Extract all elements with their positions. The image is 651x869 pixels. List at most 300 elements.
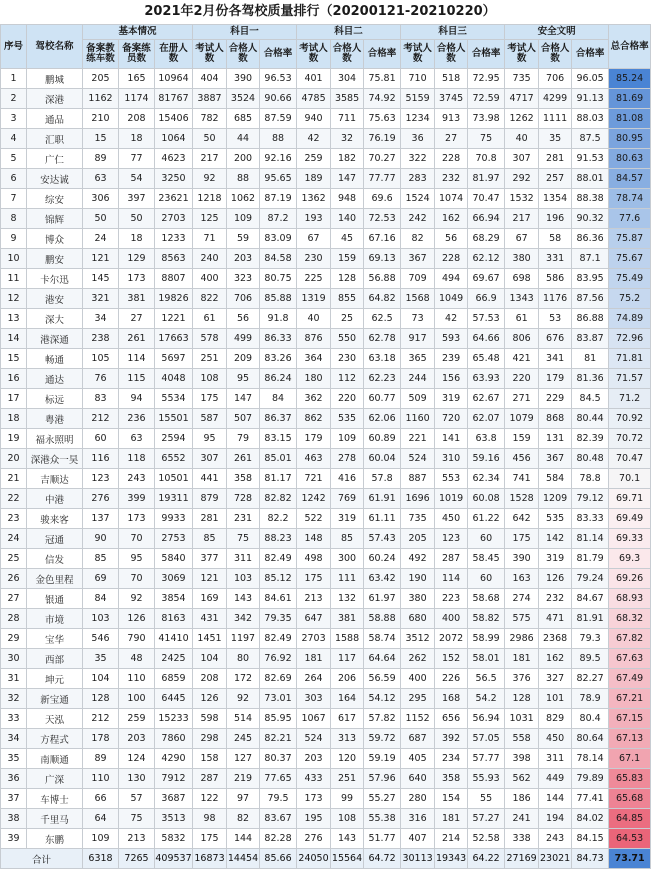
cell-s1-rate: 81.17 — [260, 469, 297, 489]
cell-s3-exam: 242 — [401, 209, 435, 229]
cell-rank: 27 — [1, 589, 27, 609]
cell-enrolled: 5697 — [155, 349, 193, 369]
cell-safety-exam: 67 — [505, 229, 539, 249]
table-row — [1, 429, 651, 449]
cell-total-rate: 81.08 — [609, 109, 651, 129]
cell-coaches: 208 — [119, 109, 155, 129]
table-row — [1, 89, 651, 109]
cell-coaches: 92 — [119, 589, 155, 609]
cell-coaches: 213 — [119, 829, 155, 849]
cell-s2-exam: 1067 — [297, 709, 331, 729]
cell-s1-exam: 175 — [193, 829, 227, 849]
cell-s1-pass: 143 — [227, 589, 260, 609]
table-row — [1, 489, 651, 509]
footer-safety-pass: 23021 — [539, 849, 572, 869]
cell-s2-exam: 173 — [297, 789, 331, 809]
cell-rank: 9 — [1, 229, 27, 249]
cell-coach-cars: 137 — [83, 509, 119, 529]
cell-s1-rate: 91.8 — [260, 309, 297, 329]
cell-safety-exam: 1532 — [505, 189, 539, 209]
cell-s1-exam: 169 — [193, 589, 227, 609]
cell-s2-exam: 940 — [297, 109, 331, 129]
cell-enrolled: 1064 — [155, 129, 193, 149]
cell-s3-pass: 392 — [435, 729, 468, 749]
cell-s2-pass: 1588 — [331, 629, 364, 649]
cell-s2-exam: 721 — [297, 469, 331, 489]
cell-school-name: 冠通 — [27, 529, 83, 549]
cell-s2-rate: 76.19 — [364, 129, 401, 149]
cell-s2-exam: 647 — [297, 609, 331, 629]
cell-s1-rate: 85.01 — [260, 449, 297, 469]
cell-s2-rate: 54.12 — [364, 689, 401, 709]
cell-coach-cars: 83 — [83, 389, 119, 409]
cell-s2-exam: 524 — [297, 729, 331, 749]
cell-s2-rate: 69.13 — [364, 249, 401, 269]
cell-safety-pass: 2368 — [539, 629, 572, 649]
cell-safety-exam: 292 — [505, 169, 539, 189]
cell-s2-pass: 711 — [331, 109, 364, 129]
cell-s3-rate: 62.12 — [468, 249, 505, 269]
cell-total-rate: 69.3 — [609, 549, 651, 569]
footer-total-rate: 73.71 — [609, 849, 651, 869]
cell-s3-rate: 56.5 — [468, 669, 505, 689]
cell-s2-rate: 63.42 — [364, 569, 401, 589]
cell-s1-rate: 80.75 — [260, 269, 297, 289]
cell-s1-rate: 87.2 — [260, 209, 297, 229]
cell-s3-exam: 221 — [401, 429, 435, 449]
cell-coaches: 94 — [119, 389, 155, 409]
cell-enrolled: 15233 — [155, 709, 193, 729]
header-pass-count: 合格人数 — [539, 40, 572, 69]
cell-safety-exam: 271 — [505, 389, 539, 409]
table-row — [1, 749, 651, 769]
cell-s3-exam: 1160 — [401, 409, 435, 429]
cell-s2-rate: 77.77 — [364, 169, 401, 189]
cell-safety-exam: 642 — [505, 509, 539, 529]
cell-school-name: 信发 — [27, 549, 83, 569]
table-row — [1, 249, 651, 269]
cell-total-rate: 65.83 — [609, 769, 651, 789]
cell-school-name: 西部 — [27, 649, 83, 669]
header-coach-cars: 备案教练车数 — [83, 40, 119, 69]
cell-s3-rate: 62.34 — [468, 469, 505, 489]
cell-s1-rate: 82.69 — [260, 669, 297, 689]
cell-s2-exam: 179 — [297, 429, 331, 449]
cell-enrolled: 4623 — [155, 149, 193, 169]
table-row — [1, 209, 651, 229]
cell-s3-exam: 509 — [401, 389, 435, 409]
cell-s3-pass: 114 — [435, 569, 468, 589]
cell-coaches: 397 — [119, 189, 155, 209]
cell-coach-cars: 205 — [83, 69, 119, 89]
cell-coach-cars: 238 — [83, 329, 119, 349]
cell-rank: 23 — [1, 509, 27, 529]
cell-school-name: 畅通 — [27, 349, 83, 369]
cell-s2-pass: 535 — [331, 409, 364, 429]
cell-s1-pass: 209 — [227, 349, 260, 369]
cell-coach-cars: 178 — [83, 729, 119, 749]
cell-s2-exam: 264 — [297, 669, 331, 689]
cell-safety-rate: 82.27 — [572, 669, 609, 689]
cell-coaches: 18 — [119, 229, 155, 249]
table-row — [1, 389, 651, 409]
cell-coach-cars: 84 — [83, 589, 119, 609]
cell-coach-cars: 116 — [83, 449, 119, 469]
cell-safety-rate: 96.05 — [572, 69, 609, 89]
cell-s2-exam: 4785 — [297, 89, 331, 109]
cell-coach-cars: 60 — [83, 429, 119, 449]
cell-s3-exam: 316 — [401, 809, 435, 829]
cell-s2-pass: 128 — [331, 269, 364, 289]
table-row — [1, 529, 651, 549]
cell-school-name: 广仁 — [27, 149, 83, 169]
cell-safety-pass: 341 — [539, 349, 572, 369]
cell-enrolled: 6552 — [155, 449, 193, 469]
header-group-subject2: 科目二 — [297, 25, 401, 40]
cell-coach-cars: 210 — [83, 109, 119, 129]
footer-label: 合计 — [1, 849, 83, 869]
cell-s1-exam: 578 — [193, 329, 227, 349]
cell-s1-rate: 79.35 — [260, 609, 297, 629]
table-row — [1, 589, 651, 609]
cell-coach-cars: 85 — [83, 549, 119, 569]
cell-coach-cars: 121 — [83, 249, 119, 269]
cell-safety-pass: 868 — [539, 409, 572, 429]
cell-safety-pass: 243 — [539, 829, 572, 849]
cell-safety-pass: 58 — [539, 229, 572, 249]
cell-safety-pass: 232 — [539, 589, 572, 609]
cell-coach-cars: 276 — [83, 489, 119, 509]
cell-rank: 2 — [1, 89, 27, 109]
cell-school-name: 港深通 — [27, 329, 83, 349]
cell-total-rate: 75.67 — [609, 249, 651, 269]
cell-school-name: 鹏城 — [27, 69, 83, 89]
cell-total-rate: 75.49 — [609, 269, 651, 289]
cell-rank: 19 — [1, 429, 27, 449]
cell-s1-pass: 95 — [227, 369, 260, 389]
cell-coaches: 114 — [119, 349, 155, 369]
table-row — [1, 149, 651, 169]
cell-rank: 5 — [1, 149, 27, 169]
cell-school-name: 坤元 — [27, 669, 83, 689]
cell-s1-rate: 95.65 — [260, 169, 297, 189]
cell-total-rate: 80.95 — [609, 129, 651, 149]
cell-s2-rate: 57.8 — [364, 469, 401, 489]
cell-s1-pass: 390 — [227, 69, 260, 89]
cell-s2-rate: 69.6 — [364, 189, 401, 209]
footer-s1-exam: 16873 — [193, 849, 227, 869]
cell-s1-exam: 208 — [193, 669, 227, 689]
cell-coaches: 54 — [119, 169, 155, 189]
totals-row — [1, 849, 651, 869]
cell-s1-pass: 80 — [227, 649, 260, 669]
cell-s3-exam: 640 — [401, 769, 435, 789]
cell-rank: 17 — [1, 389, 27, 409]
cell-safety-rate: 80.48 — [572, 449, 609, 469]
cell-enrolled: 2753 — [155, 529, 193, 549]
cell-s3-pass: 593 — [435, 329, 468, 349]
cell-s3-pass: 42 — [435, 309, 468, 329]
cell-s2-pass: 120 — [331, 749, 364, 769]
cell-coach-cars: 76 — [83, 369, 119, 389]
cell-s3-pass: 1074 — [435, 189, 468, 209]
cell-rank: 35 — [1, 749, 27, 769]
cell-s2-pass: 416 — [331, 469, 364, 489]
cell-s2-pass: 3585 — [331, 89, 364, 109]
cell-safety-rate: 84.15 — [572, 829, 609, 849]
cell-s2-pass: 99 — [331, 789, 364, 809]
header-group-subject1: 科目一 — [193, 25, 297, 40]
cell-safety-exam: 398 — [505, 749, 539, 769]
cell-s1-pass: 147 — [227, 389, 260, 409]
cell-safety-pass: 101 — [539, 689, 572, 709]
cell-s1-rate: 96.53 — [260, 69, 297, 89]
cell-safety-rate: 82.39 — [572, 429, 609, 449]
table-row — [1, 109, 651, 129]
cell-rank: 24 — [1, 529, 27, 549]
cell-coach-cars: 15 — [83, 129, 119, 149]
cell-s3-rate: 52.58 — [468, 829, 505, 849]
cell-safety-pass: 676 — [539, 329, 572, 349]
cell-safety-pass: 535 — [539, 509, 572, 529]
cell-s1-exam: 281 — [193, 509, 227, 529]
cell-s1-exam: 404 — [193, 69, 227, 89]
cell-total-rate: 70.1 — [609, 469, 651, 489]
cell-coach-cars: 212 — [83, 709, 119, 729]
cell-school-name: 卡尔迅 — [27, 269, 83, 289]
cell-safety-rate: 91.53 — [572, 149, 609, 169]
cell-rank: 25 — [1, 549, 27, 569]
cell-safety-pass: 53 — [539, 309, 572, 329]
cell-safety-rate: 89.5 — [572, 649, 609, 669]
cell-s2-pass: 278 — [331, 449, 364, 469]
cell-safety-pass: 706 — [539, 69, 572, 89]
cell-s2-pass: 108 — [331, 809, 364, 829]
cell-safety-pass: 450 — [539, 729, 572, 749]
cell-s1-exam: 298 — [193, 729, 227, 749]
cell-coaches: 165 — [119, 69, 155, 89]
table-row — [1, 69, 651, 89]
cell-safety-exam: 1079 — [505, 409, 539, 429]
cell-coaches: 57 — [119, 789, 155, 809]
cell-coach-cars: 109 — [83, 829, 119, 849]
cell-s1-pass: 342 — [227, 609, 260, 629]
cell-s3-rate: 62.67 — [468, 389, 505, 409]
cell-s3-exam: 36 — [401, 129, 435, 149]
cell-s2-rate: 60.24 — [364, 549, 401, 569]
cell-s2-pass: 143 — [331, 829, 364, 849]
cell-s2-rate: 57.82 — [364, 709, 401, 729]
cell-rank: 33 — [1, 709, 27, 729]
cell-s2-exam: 1362 — [297, 189, 331, 209]
cell-s2-rate: 61.97 — [364, 589, 401, 609]
header-pass-rate: 合格率 — [364, 40, 401, 69]
cell-s3-exam: 405 — [401, 749, 435, 769]
cell-s3-rate: 60 — [468, 569, 505, 589]
cell-s3-rate: 72.59 — [468, 89, 505, 109]
cell-rank: 3 — [1, 109, 27, 129]
footer-s3-pass: 19343 — [435, 849, 468, 869]
cell-s1-rate: 85.88 — [260, 289, 297, 309]
cell-s3-pass: 228 — [435, 249, 468, 269]
cell-s3-rate: 73.98 — [468, 109, 505, 129]
cell-coaches: 70 — [119, 569, 155, 589]
cell-s1-exam: 400 — [193, 269, 227, 289]
cell-rank: 15 — [1, 349, 27, 369]
cell-rank: 39 — [1, 829, 27, 849]
cell-s1-exam: 431 — [193, 609, 227, 629]
cell-school-name: 骏来客 — [27, 509, 83, 529]
cell-s2-pass: 300 — [331, 549, 364, 569]
cell-s3-rate: 81.97 — [468, 169, 505, 189]
cell-s1-pass: 499 — [227, 329, 260, 349]
cell-safety-rate: 87.56 — [572, 289, 609, 309]
cell-s2-pass: 25 — [331, 309, 364, 329]
cell-s1-exam: 71 — [193, 229, 227, 249]
cell-s3-exam: 295 — [401, 689, 435, 709]
cell-s2-exam: 1242 — [297, 489, 331, 509]
cell-s1-exam: 377 — [193, 549, 227, 569]
cell-s3-pass: 913 — [435, 109, 468, 129]
cell-coaches: 261 — [119, 329, 155, 349]
cell-s2-rate: 55.27 — [364, 789, 401, 809]
table-row — [1, 349, 651, 369]
table-row — [1, 449, 651, 469]
cell-s2-pass: 109 — [331, 429, 364, 449]
table-row — [1, 169, 651, 189]
cell-enrolled: 2703 — [155, 209, 193, 229]
cell-safety-rate: 87.1 — [572, 249, 609, 269]
cell-s1-rate: 87.19 — [260, 189, 297, 209]
cell-total-rate: 65.68 — [609, 789, 651, 809]
cell-s3-exam: 280 — [401, 789, 435, 809]
cell-s3-rate: 58.82 — [468, 609, 505, 629]
cell-safety-pass: 4299 — [539, 89, 572, 109]
cell-s3-rate: 75 — [468, 129, 505, 149]
cell-rank: 16 — [1, 369, 27, 389]
cell-safety-pass: 311 — [539, 749, 572, 769]
cell-s2-exam: 213 — [297, 589, 331, 609]
cell-coaches: 126 — [119, 609, 155, 629]
cell-coaches: 77 — [119, 149, 155, 169]
cell-school-name: 东鹏 — [27, 829, 83, 849]
cell-s2-rate: 62.5 — [364, 309, 401, 329]
cell-coaches: 236 — [119, 409, 155, 429]
cell-safety-rate: 77.41 — [572, 789, 609, 809]
cell-s3-exam: 887 — [401, 469, 435, 489]
cell-s3-exam: 283 — [401, 169, 435, 189]
cell-s1-rate: 85.95 — [260, 709, 297, 729]
cell-s2-rate: 75.81 — [364, 69, 401, 89]
table-row — [1, 269, 651, 289]
cell-s1-exam: 50 — [193, 129, 227, 149]
table-row — [1, 649, 651, 669]
cell-safety-exam: 735 — [505, 69, 539, 89]
cell-s2-pass: 617 — [331, 709, 364, 729]
cell-coaches: 70 — [119, 529, 155, 549]
cell-s1-pass: 728 — [227, 489, 260, 509]
cell-safety-exam: 380 — [505, 249, 539, 269]
cell-s1-rate: 82.2 — [260, 509, 297, 529]
cell-rank: 32 — [1, 689, 27, 709]
cell-s1-pass: 685 — [227, 109, 260, 129]
cell-enrolled: 3513 — [155, 809, 193, 829]
cell-rank: 21 — [1, 469, 27, 489]
table-row — [1, 609, 651, 629]
cell-safety-pass: 144 — [539, 789, 572, 809]
cell-coaches: 95 — [119, 549, 155, 569]
cell-enrolled: 17663 — [155, 329, 193, 349]
cell-safety-rate: 91.13 — [572, 89, 609, 109]
cell-s2-pass: 85 — [331, 529, 364, 549]
cell-safety-exam: 2986 — [505, 629, 539, 649]
cell-safety-rate: 88.03 — [572, 109, 609, 129]
cell-coach-cars: 35 — [83, 649, 119, 669]
cell-s3-rate: 58.45 — [468, 549, 505, 569]
header-pass-count: 合格人数 — [331, 40, 364, 69]
cell-s1-exam: 85 — [193, 529, 227, 549]
cell-total-rate: 71.57 — [609, 369, 651, 389]
cell-s3-pass: 56 — [435, 229, 468, 249]
cell-safety-pass: 327 — [539, 669, 572, 689]
cell-s3-rate: 70.47 — [468, 189, 505, 209]
cell-s1-exam: 1451 — [193, 629, 227, 649]
cell-enrolled: 3250 — [155, 169, 193, 189]
cell-school-name: 通达 — [27, 369, 83, 389]
cell-total-rate: 71.81 — [609, 349, 651, 369]
cell-s2-rate: 57.43 — [364, 529, 401, 549]
cell-safety-pass: 142 — [539, 529, 572, 549]
cell-total-rate: 69.26 — [609, 569, 651, 589]
ranking-table — [0, 24, 651, 869]
cell-coach-cars: 90 — [83, 529, 119, 549]
cell-s1-exam: 587 — [193, 409, 227, 429]
cell-s2-rate: 74.92 — [364, 89, 401, 109]
cell-s3-pass: 181 — [435, 809, 468, 829]
cell-s3-pass: 450 — [435, 509, 468, 529]
cell-total-rate: 70.47 — [609, 449, 651, 469]
cell-school-name: 安达诚 — [27, 169, 83, 189]
cell-safety-rate: 81.79 — [572, 549, 609, 569]
cell-coaches: 129 — [119, 249, 155, 269]
cell-s1-rate: 86.37 — [260, 409, 297, 429]
footer-s1-rate: 85.66 — [260, 849, 297, 869]
cell-coach-cars: 69 — [83, 569, 119, 589]
table-row — [1, 769, 651, 789]
cell-s2-pass: 45 — [331, 229, 364, 249]
cell-s3-pass: 141 — [435, 429, 468, 449]
cell-safety-exam: 698 — [505, 269, 539, 289]
cell-s1-rate: 88.23 — [260, 529, 297, 549]
cell-school-name: 深大 — [27, 309, 83, 329]
cell-s1-rate: 82.28 — [260, 829, 297, 849]
header-total-rate: 总合格率 — [609, 25, 651, 69]
cell-s3-rate: 70.8 — [468, 149, 505, 169]
cell-total-rate: 85.24 — [609, 69, 651, 89]
cell-coach-cars: 306 — [83, 189, 119, 209]
cell-s1-rate: 86.24 — [260, 369, 297, 389]
cell-s1-pass: 323 — [227, 269, 260, 289]
cell-s2-pass: 132 — [331, 589, 364, 609]
cell-s2-rate: 75.63 — [364, 109, 401, 129]
header-exam-count: 考试人数 — [401, 40, 435, 69]
table-row — [1, 189, 651, 209]
cell-s2-pass: 117 — [331, 649, 364, 669]
cell-safety-rate: 84.5 — [572, 389, 609, 409]
cell-s2-pass: 147 — [331, 169, 364, 189]
cell-coaches: 243 — [119, 469, 155, 489]
cell-s2-rate: 62.78 — [364, 329, 401, 349]
